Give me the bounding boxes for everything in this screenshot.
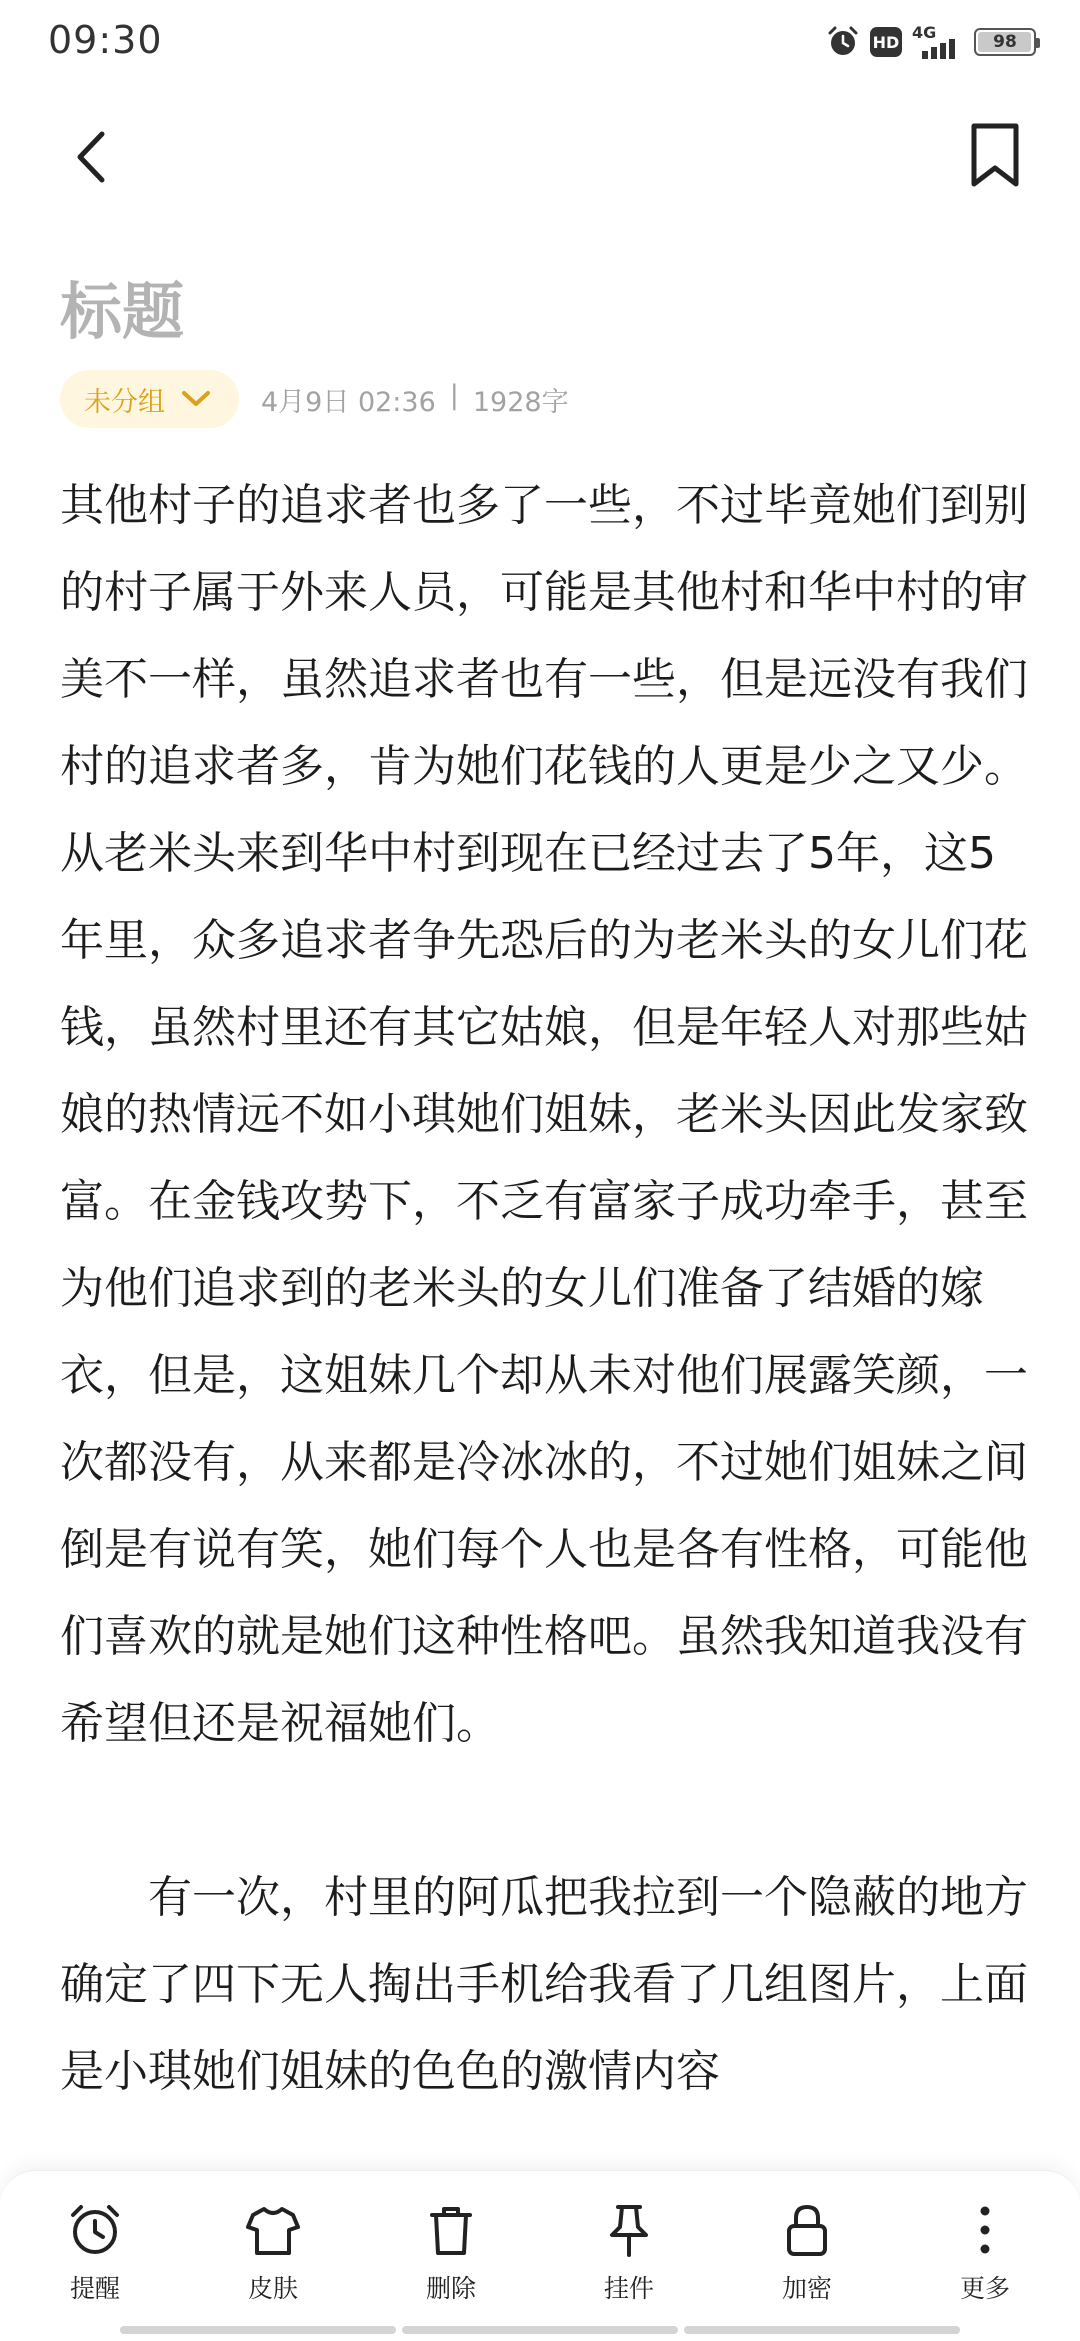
widget-label: 挂件: [603, 2274, 654, 2303]
bookmark-icon: [960, 118, 1030, 194]
remind-label: 提醒: [69, 2274, 120, 2303]
hd-badge: HD: [870, 27, 902, 57]
word-count: 1928字: [472, 386, 569, 418]
more-vertical-icon: [956, 2201, 1014, 2259]
note-paragraph: 有一次，村里的阿瓜把我拉到一个隐蔽的地方确定了四下无人掏出手机给我看了几组图片，上面是小琪她们姐妹的色色的激情内容: [60, 1872, 1028, 2097]
status-bar: [0, 0, 1080, 84]
tshirt-icon: [244, 2201, 302, 2259]
widget-button[interactable]: [559, 2201, 699, 2311]
chevron-down-icon: [179, 388, 213, 410]
more-button[interactable]: [915, 2201, 1055, 2311]
note-info: [261, 380, 569, 419]
status-icons: [826, 22, 1036, 62]
delete-button[interactable]: [381, 2201, 521, 2311]
trash-icon: [422, 2201, 480, 2259]
encrypt-button[interactable]: [737, 2201, 877, 2311]
skin-button[interactable]: [203, 2201, 343, 2311]
more-label: 更多: [959, 2274, 1010, 2303]
remind-button[interactable]: [25, 2201, 165, 2311]
group-selector[interactable]: [60, 370, 239, 428]
back-arrow-icon: [60, 122, 130, 192]
network-type: 4G: [912, 23, 937, 42]
pin-icon: [600, 2201, 658, 2259]
lock-icon: [778, 2201, 836, 2259]
battery-percent: 98: [993, 32, 1017, 52]
meta-separator: |: [449, 379, 459, 411]
group-label: 未分组: [84, 386, 165, 418]
note-paragraph: 其他村子的追求者也多了一些，不过毕竟她们到别的村子属于外来人员，可能是其他村和华中村的审美不一样，虽然追求者也有一些，但是远没有我们村的追求者多，肯为她们花钱的人更是少之又少。从老米头来到华中村到现在已经过去了5年，这5年里，众多追求者争先恐后的为老米头的女儿们花钱，虽然村里还有其它姑娘，但是年轻人对那些姑娘的热情远不如小琪她们姐妹，老米头因此发家致富。在金钱攻势下，不乏有富家子成功牵手，甚至为他们追求到的老米头的女儿们准备了结婚的嫁衣，但是，这姐妹几个却从未对他们展露笑颜，一次都没有，从来都是冷冰冰的，不过她们姐妹之间倒是有说有笑，她们每个人也是各有性格，可能他们喜欢的就是她们这种性格吧。虽然我知道我没有希望但还是祝福她们。: [60, 480, 1028, 1749]
note-body[interactable]: [60, 462, 1030, 2115]
status-time: 09:30: [48, 18, 163, 62]
note-title[interactable]: 标题: [60, 275, 185, 348]
back-button[interactable]: [60, 122, 130, 192]
signal-icon: [912, 25, 964, 59]
note-meta: [60, 370, 569, 428]
encrypt-label: 加密: [781, 2274, 832, 2303]
bottom-toolbar: [0, 2170, 1080, 2341]
home-indicator[interactable]: [120, 2326, 960, 2334]
alarm-clock-icon: [66, 2201, 124, 2259]
alarm-status-icon: [826, 25, 860, 59]
skin-label: 皮肤: [247, 2274, 298, 2303]
top-bar: [0, 100, 1080, 210]
battery-icon: [974, 28, 1036, 56]
bookmark-button[interactable]: [960, 118, 1030, 194]
note-date: 4月9日 02:36: [261, 386, 436, 418]
delete-label: 删除: [425, 2274, 476, 2303]
